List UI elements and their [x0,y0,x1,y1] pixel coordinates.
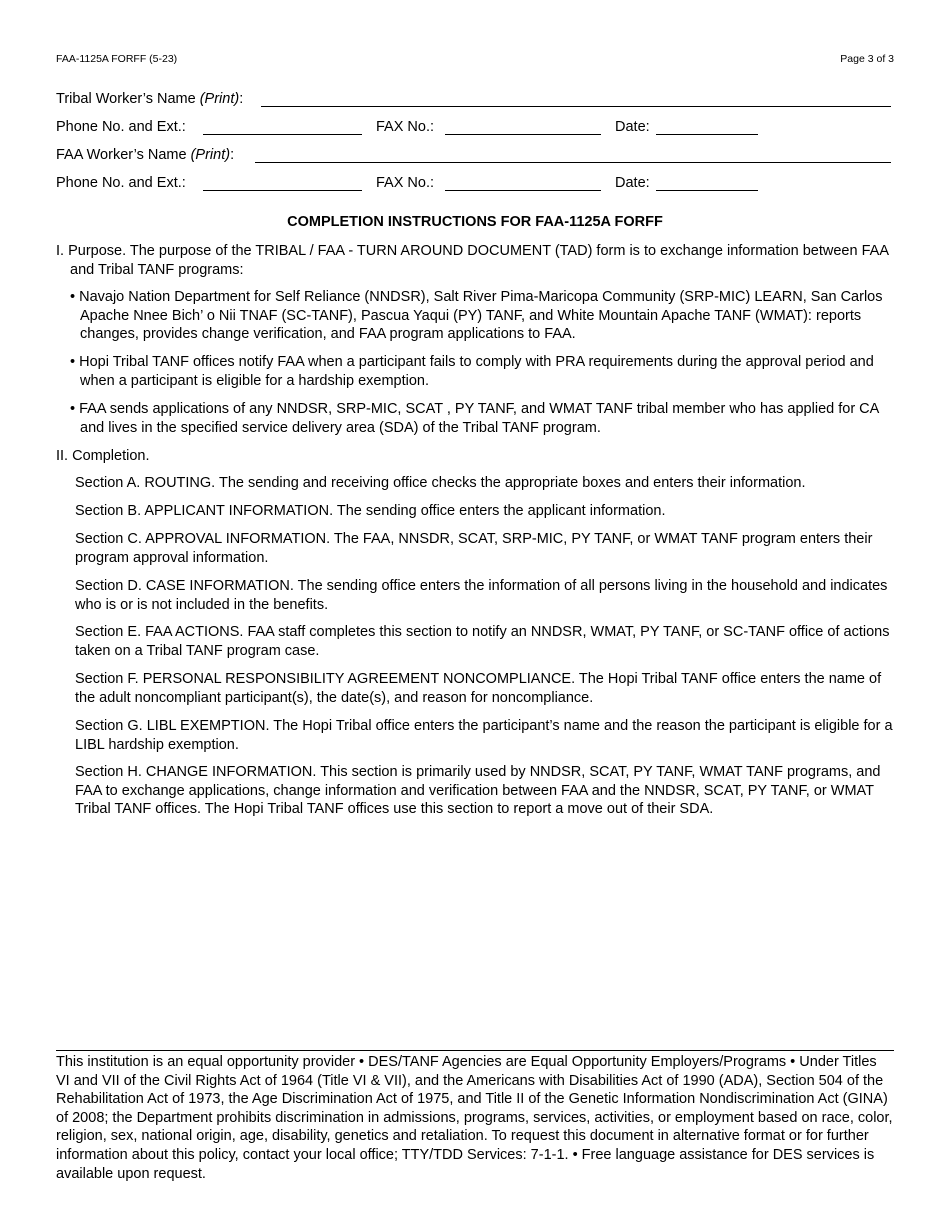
section-d-text: Section D. CASE INFORMATION. The sending office enters the information of all persons living in the household and indicates who is or is not included in the benefits. [75,578,888,613]
date-label: Date: [615,119,650,135]
faa-date-field[interactable] [656,190,758,191]
tribal-contact-row [56,119,891,139]
form-id: FAA-1125A FORFF (5-23) [56,53,178,65]
section-a-text: Section A. ROUTING. The sending and receiving office checks the appropriate boxes and enters their information. [75,475,806,491]
faa-contact-row [56,175,891,195]
purpose-paragraph: I. Purpose. The purpose of the TRIBAL / FAA - TURN AROUND DOCUMENT (TAD) form is to exchange information between FAA and Tribal TANF programs: [56,243,889,278]
fax-label: FAX No.: [376,175,435,191]
bullet-item: • FAA sends applications of any NNDSR, SRP-MIC, SCAT , PY TANF, and WMAT TANF tribal member who has applied for CA and lives in the specified service delivery area (SDA) of the Tribal TANF program. [70,401,879,436]
section-b-text: Section B. APPLICANT INFORMATION. The sending office enters the applicant information. [75,503,666,519]
date-label: Date: [615,175,650,191]
faa-worker-label: FAA Worker’s Name (Print): [56,147,235,163]
phone-label: Phone No. and Ext.: [56,119,186,135]
footer-divider [56,1050,894,1051]
section-e-text: Section E. FAA ACTIONS. FAA staff completes this section to notify an NNDSR, WMAT, PY TANF, or SC-TANF office of actions taken on a Tribal TANF program case. [75,624,890,659]
phone-label: Phone No. and Ext.: [56,175,186,191]
faa-fax-field[interactable] [445,190,601,191]
section-f-text: Section F. PERSONAL RESPONSIBILITY AGREEMENT NONCOMPLIANCE. The Hopi Tribal TANF office enters the name of the adult noncompliant participant(s), the date(s), and reason for noncompliance. [75,671,882,706]
completion-heading: II. Completion. [56,448,150,464]
bullet-item: • Hopi Tribal TANF offices notify FAA when a participant fails to comply with PRA requirements during the approval period and when a participant is eligible for a hardship exemption. [70,354,874,389]
fax-label: FAX No.: [376,119,435,135]
page-number: Page 3 of 3 [840,53,894,65]
tribal-worker-name-field[interactable] [261,106,891,107]
section-h-text: Section H. CHANGE INFORMATION. This section is primarily used by NNDSR, SCAT, PY TANF, WMAT TANF programs, and FAA to exchange applications, change information and verification between FAA and the NNDSR, SCAT, PY TANF, or WMAT Tribal TANF offices. The Hopi Tribal TANF offices use this section to report a move out of their SDA. [75,764,881,818]
instructions-title: COMPLETION INSTRUCTIONS FOR FAA-1125A FORFF [287,214,663,230]
section-c-text: Section C. APPROVAL INFORMATION. The FAA, NNSDR, SCAT, SRP-MIC, PY TANF, or WMAT TANF program enters their program approval information. [75,531,873,566]
tribal-worker-row [56,91,891,111]
tribal-date-field[interactable] [656,134,758,135]
tribal-fax-field[interactable] [445,134,601,135]
tribal-phone-field[interactable] [203,134,362,135]
bullet-item: • Navajo Nation Department for Self Reliance (NNDSR), Salt River Pima-Maricopa Community (SRP-MIC) LEARN, San Carlos Apache Nnee Bich’ o Nii TNAF (SC-TANF), Pascua Yaqui (PY) TANF, and White Mountain Apache TANF (WMAT): reports changes, provides change verification, and FAA program applications to FAA. [70,289,883,343]
footer-notice: This institution is an equal opportunity provider • DES/TANF Agencies are Equal Opportunity Employers/Programs • Under Titles VI and VII of the Civil Rights Act of 1964 (Title VI & VII), and the Americans with Disabilities Act of 1990 (ADA), Section 504 of the Rehabilitation Act of 1973, the Age Discrimination Act of 1975, and Title II of the Genetic Information Nondiscrimination Act (GINA) of 2008; the Department prohibits discrimination in admissions, programs, services, activities, or employment based on race, color, religion, sex, national origin, age, disability, genetics and retaliation. To request this document in alternative format or for further information about this policy, contact your local office; TTY/TDD Services: 7-1-1. • Free language assistance for DES services is available upon request. [56,1054,893,1182]
section-g-text: Section G. LIBL EXEMPTION. The Hopi Tribal office enters the participant’s name and the reason the participant is eligible for a LIBL hardship exemption. [75,718,893,753]
faa-worker-row [56,147,891,167]
faa-phone-field[interactable] [203,190,362,191]
faa-worker-name-field[interactable] [255,162,891,163]
tribal-worker-label: Tribal Worker’s Name (Print): [56,91,244,107]
